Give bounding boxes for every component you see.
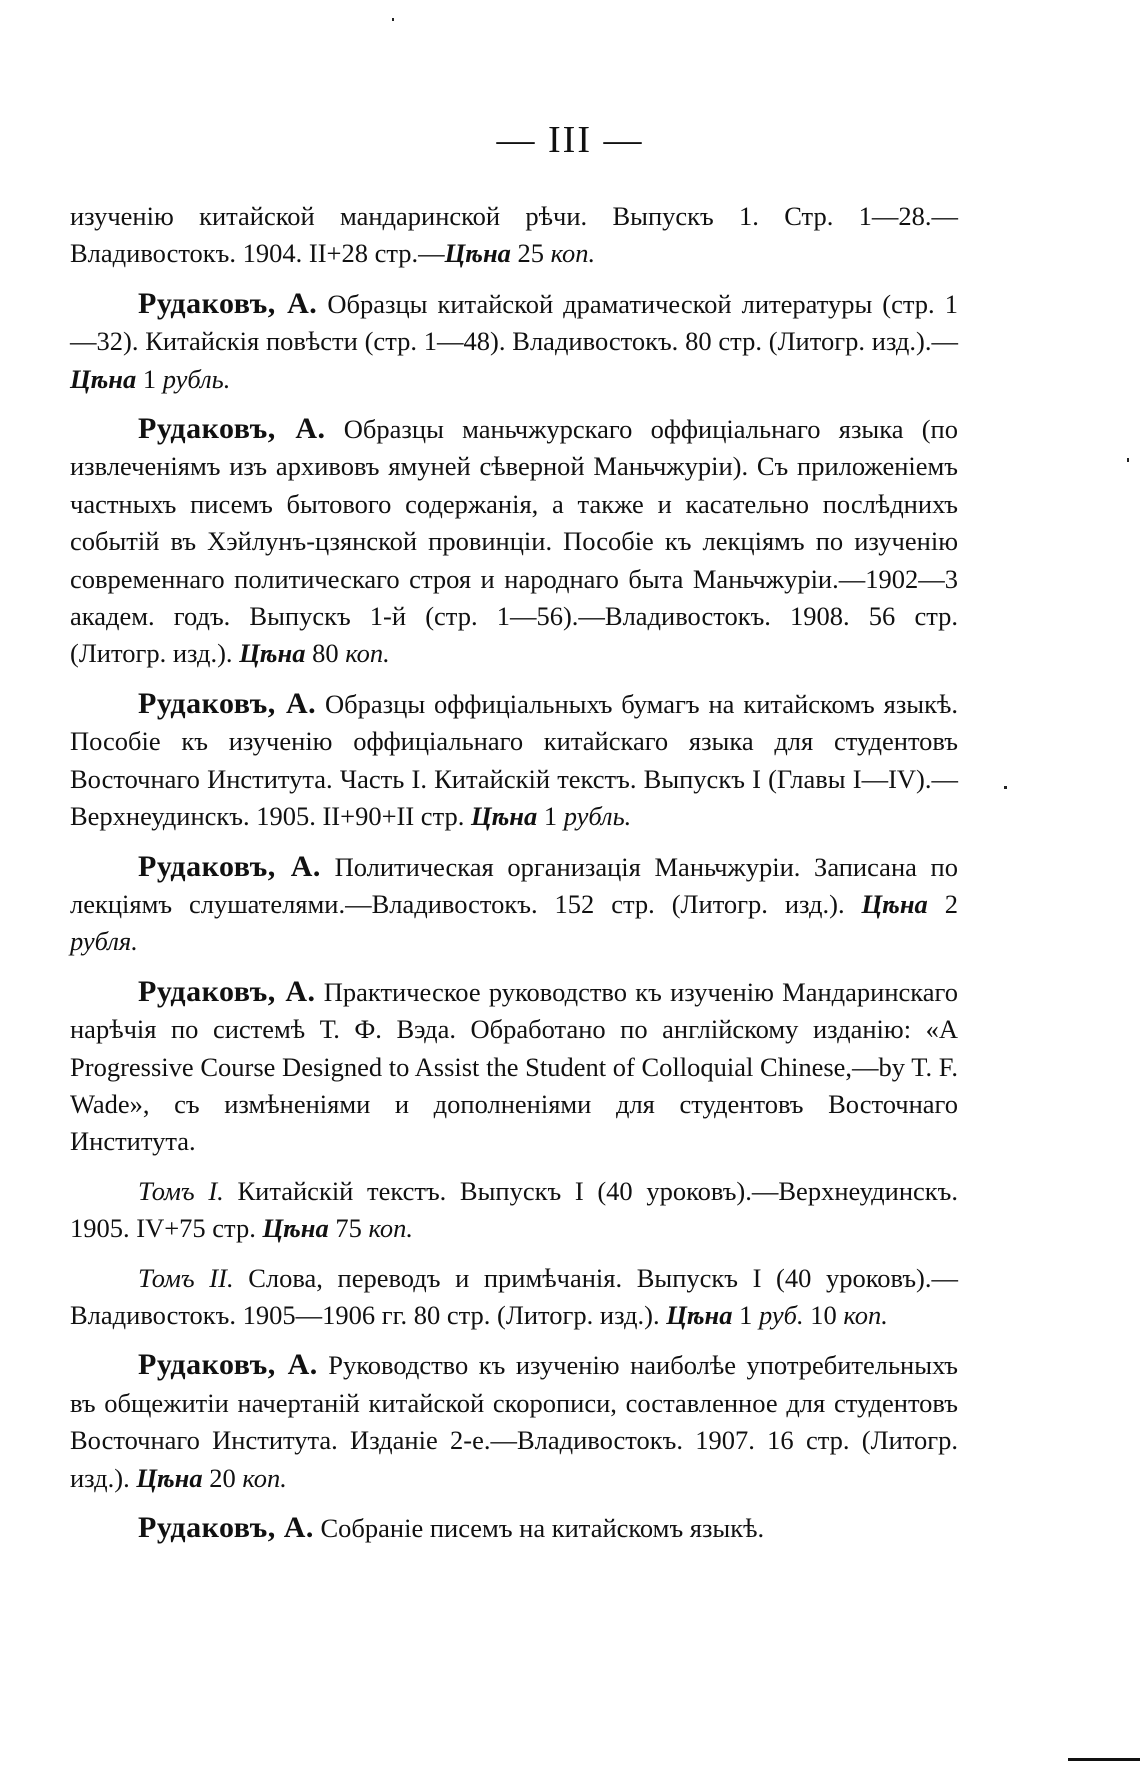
price-label: Цѣна (444, 238, 511, 269)
bibliography-entry (70, 973, 958, 1161)
scan-speck (1004, 786, 1007, 789)
author-name: Рудаковъ, А. (138, 286, 318, 320)
entry-text: 1 (537, 801, 564, 832)
page-number: — III — (496, 119, 644, 161)
price-unit: руб. (759, 1299, 804, 1330)
entry-text: 20 (202, 1462, 243, 1493)
entry-text: Образцы оффиціальныхъ бумагъ на китайскомъ языкѣ. Пособіе къ изученію оффиціальнаго китайскаго языка для студентовъ Восточнаго Института. Часть I. Китайскій текстъ. Выпускъ I (Главы I—IV).—Верхнеудинскъ. 1905. II+90+II стр. (70, 688, 958, 832)
scan-speck (1127, 458, 1129, 462)
price-label: Цѣна (666, 1299, 733, 1330)
entry-text: Политическая организація Маньчжуріи. Записана по лекціямъ слушателями.—Владивостокъ. 152 стр. (Литогр. изд.). (70, 851, 958, 919)
author-name: Рудаковъ, А. (138, 686, 317, 720)
price-unit: коп. (550, 238, 596, 269)
price-unit: коп. (242, 1462, 287, 1493)
bibliography-subentry (70, 1260, 958, 1335)
entry-text: Китайскій текстъ. Выпускъ I (40 уроковъ).—Верхнеудинскъ. 1905. IV+75 стр. (70, 1175, 958, 1244)
entry-text: 75 (328, 1213, 369, 1244)
price-label: Цѣна (70, 363, 137, 394)
entry-text: 1 (732, 1299, 759, 1330)
price-unit: коп. (368, 1213, 413, 1244)
price-label: Цѣна (136, 1462, 203, 1493)
bibliography-entry (70, 685, 958, 836)
entry-text: 1 (136, 363, 163, 394)
bibliography-entry (70, 1346, 958, 1497)
bibliography-entry (70, 285, 958, 398)
price-unit: рубля. (70, 926, 138, 957)
entry-text: Образцы китайской драматической литературы (стр. 1—32). Китайскія повѣсти (стр. 1—48). Владивостокъ. 80 стр. (Литогр. изд.).— (70, 288, 958, 357)
bibliography-entry (70, 1509, 958, 1547)
entry-text: Руководство къ изученію наиболѣе употребительныхъ въ общежитіи начертаній китайской скорописи, составленное для студентовъ Восточнаго Института. Изданіе 2-е.—Владивостокъ. 1907. 16 стр. (Литогр. изд.). (70, 1350, 958, 1493)
volume-label: Томъ II. (138, 1262, 234, 1293)
scan-speck (392, 18, 394, 21)
entry-text: изученію китайской мандаринской рѣчи. Выпускъ 1. Стр. 1—28.—Владивостокъ. 1904. II+28 стр.— (70, 201, 958, 269)
entry-text: Собраніе писемъ на китайскомъ языкѣ. (313, 1513, 765, 1543)
entry-text: Практическое руководство къ изученію Мандаринскаго нарѣчія по системѣ Т. Ф. Вэда. Обработано по англійскому изданію: «A Progressive Course Designed to Assist the Student of Colloquial Chinese,—by T. F. Wade», съ измѣненіями и дополненіями для студентовъ Восточнаго Института. (70, 976, 958, 1157)
bibliography-subentry (70, 1173, 958, 1248)
price-unit: рубль. (563, 801, 632, 832)
entry-text: Образцы маньчжурскаго оффиціальнаго языка (по извлеченіямъ изъ архивовъ ямуней сѣверной Маньчжуріи). Съ приложеніемъ частныхъ писемъ бытового содержанія, а также и касательно послѣднихъ событій въ Хэйлунъ-цзянской провинціи. Пособіе къ лекціямъ по изученію современнаго политическаго строя и народнаго быта Маньчжуріи.—1902—3 академ. годъ. Выпускъ 1-й (стр. 1—56).—Владивостокъ. 1908. 56 стр. (Литогр. изд.). (70, 414, 958, 669)
author-name: Рудаковъ, А. (138, 974, 316, 1008)
price-label: Цѣна (262, 1213, 329, 1244)
entry-text: 2 (927, 888, 958, 919)
price-unit: коп. (843, 1299, 888, 1330)
bibliography-entry (70, 198, 958, 273)
author-name: Рудаковъ, А. (138, 1511, 314, 1544)
bibliography-entry (70, 848, 958, 961)
price-unit: рубль. (162, 363, 231, 394)
entry-text: Слова, переводъ и примѣчанія. Выпускъ I (40 уроковъ).—Владивостокъ. 1905—1906 гг. 80 стр. (Литогр. изд.). (70, 1262, 958, 1330)
entry-text: 10 (803, 1299, 844, 1330)
volume-label: Томъ I. (138, 1175, 224, 1206)
price-label: Цѣна (861, 888, 928, 919)
author-name: Рудаковъ, А. (138, 849, 321, 883)
price-label: Цѣна (470, 801, 538, 832)
price-label: Цѣна (239, 638, 306, 669)
author-name: Рудаковъ, А. (138, 1348, 318, 1382)
entry-text: 80 (305, 638, 346, 669)
scan-edge-mark (1068, 1758, 1140, 1761)
entry-text: 25 (510, 238, 551, 269)
bibliography-entry (70, 410, 958, 673)
bibliography-text (70, 198, 958, 1559)
author-name: Рудаковъ, А. (138, 412, 326, 446)
price-unit: коп. (345, 638, 390, 669)
